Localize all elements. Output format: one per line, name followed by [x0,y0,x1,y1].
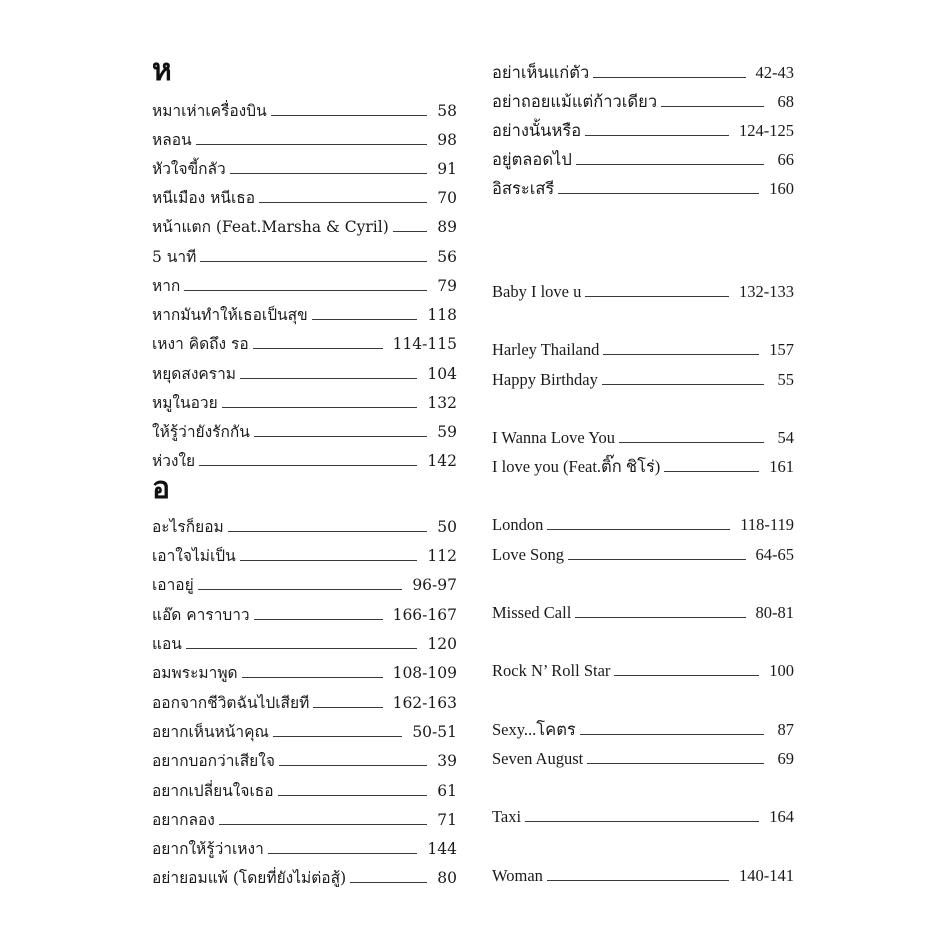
song-title: อย่าเห็นแก่ตัว [492,63,590,82]
song-title: Love Song [492,545,564,564]
song-title: Baby I love u [492,282,582,301]
page-number: 120 [427,635,457,653]
section-letter-ho-hip: ห [152,53,172,88]
index-entry[interactable] [152,242,457,266]
index-entry[interactable] [492,423,794,447]
page-number: 132 [427,394,457,412]
song-title: อยากให้รู้ว่าเหงา [152,840,264,858]
page-number: 50-51 [412,723,457,741]
leader-line [184,290,427,291]
page-number: 89 [437,218,457,236]
page-number: 64-65 [755,545,794,564]
leader-line [198,589,403,590]
leader-line [547,529,730,530]
page-number: 54 [777,428,794,447]
page-number: 124-125 [739,121,794,140]
song-title: ออกจากชีวิตฉันไปเสียที [152,694,310,712]
index-entry[interactable] [152,271,457,295]
leader-line [200,261,427,262]
page-number: 140-141 [739,866,794,885]
song-title: หลอน [152,131,192,149]
page-number: 160 [769,179,794,198]
leader-line [254,619,383,620]
leader-line [580,734,764,735]
page-number: 39 [437,752,457,770]
leader-line [271,115,427,116]
page-number: 69 [777,749,794,768]
leader-line [585,296,729,297]
song-title: เหงา คิดถึง รอ [152,335,249,353]
index-entry[interactable] [152,300,457,324]
index-entry[interactable] [152,417,457,441]
leader-line [253,348,383,349]
leader-line [568,559,746,560]
leader-line [664,471,759,472]
song-title: อย่าถอยแม้แต่ก้าวเดียว [492,92,658,111]
song-title: หยุดสงคราม [152,365,237,383]
page-number: 70 [437,189,457,207]
leader-line [619,442,764,443]
song-title: Sexy...โคตร [492,720,576,739]
song-title: Taxi [492,807,522,826]
leader-line [278,795,427,796]
page-number: 114-115 [392,335,457,353]
song-title: หมูในอวย [152,394,218,412]
song-title: แอน [152,635,182,653]
song-title: อยากลอง [152,811,215,829]
song-title: หมาเห่าเครื่องบิน [152,102,267,120]
page-number: 162-163 [392,694,457,712]
index-entry[interactable] [152,329,457,353]
leader-line [259,202,427,203]
leader-line [547,880,729,881]
leader-line [525,821,759,822]
leader-line [186,648,418,649]
page-number: 66 [777,150,794,169]
index-entry[interactable] [492,598,794,622]
index-entry[interactable] [492,174,794,198]
page-number: 59 [437,423,457,441]
leader-line [199,465,417,466]
index-entry[interactable] [152,388,457,412]
song-title: I love you (Feat.ติ๊ก ชิโร่) [492,457,661,476]
leader-line [240,378,417,379]
page-number: 80 [437,869,457,887]
index-entry[interactable] [152,688,457,712]
index-entry[interactable] [152,96,457,120]
page-number: 100 [769,661,794,680]
leader-line [558,193,759,194]
index-entry[interactable] [492,802,794,826]
song-title: หากมันทำให้เธอเป็นสุข [152,306,308,324]
leader-line [240,560,418,561]
index-entry[interactable] [152,629,457,653]
index-entry[interactable] [152,805,457,829]
song-title: อย่ายอมแพ้ (โดยที่ยังไม่ต่อสู้) [152,869,347,887]
leader-line [222,407,418,408]
song-title: อยู่ตลอดไป [492,150,572,169]
index-entry[interactable] [492,277,794,301]
index-entry[interactable] [492,540,794,564]
leader-line [312,319,418,320]
song-title: แอ๊ด คาราบาว [152,606,250,624]
index-entry[interactable] [152,541,457,565]
index-entry[interactable] [492,335,794,359]
song-title: อยากเปลี่ยนใจเธอ [152,782,274,800]
index-entry[interactable] [152,863,457,887]
song-title: หนีเมือง หนีเธอ [152,189,256,207]
index-entry[interactable] [152,776,457,800]
index-entry[interactable] [152,154,457,178]
song-title: อมพระมาพูด [152,664,238,682]
index-entry[interactable] [152,717,457,741]
page-number: 68 [777,92,794,111]
leader-line [279,765,427,766]
song-title: 5 นาที [152,248,197,266]
leader-line [230,173,427,174]
leader-line [587,763,764,764]
song-title: เอาใจไม่เป็น [152,547,236,565]
index-entry[interactable] [152,658,457,682]
page-number: 98 [437,131,457,149]
index-entry[interactable] [492,87,794,111]
leader-line [219,824,427,825]
page-number: 79 [437,277,457,295]
index-entry[interactable] [152,512,457,536]
page-number: 55 [777,370,794,389]
song-title: Harley Thailand [492,340,600,359]
leader-line [602,384,764,385]
leader-line [196,144,427,145]
song-title: อิสระเสรี [492,179,555,198]
index-entry[interactable] [152,183,457,207]
page-number: 56 [437,248,457,266]
page-number: 50 [437,518,457,536]
page-number: 157 [769,340,794,359]
song-title: Happy Birthday [492,370,598,389]
song-title: หน้าแตก (Feat.Marsha & Cyril) [152,218,389,236]
index-entry[interactable] [492,365,794,389]
page-number: 96-97 [412,576,457,594]
leader-line [393,231,427,232]
index-entry[interactable] [152,359,457,383]
index-entry[interactable] [492,116,794,140]
page-number: 161 [769,457,794,476]
leader-line [242,677,383,678]
page-number: 91 [437,160,457,178]
index-entry[interactable] [492,510,794,534]
page-number: 42-43 [755,63,794,82]
page-number: 71 [437,811,457,829]
leader-line [575,617,745,618]
page-number: 142 [427,452,457,470]
song-title: I Wanna Love You [492,428,616,447]
song-title: หัวใจขี้กลัว [152,160,226,178]
leader-line [585,135,729,136]
page-number: 112 [427,547,457,565]
song-title: Missed Call [492,603,572,622]
leader-line [273,736,402,737]
song-title: ให้รู้ว่ายังรักกัน [152,423,250,441]
index-entry[interactable] [152,446,457,470]
page-number: 132-133 [739,282,794,301]
song-title: London [492,515,544,534]
index-entry[interactable] [152,600,457,624]
leader-line [614,675,759,676]
song-title: อะไรก็ยอม [152,518,224,536]
song-title: ห่วงใย [152,452,196,470]
song-title: เอาอยู่ [152,576,194,594]
page-number: 104 [427,365,457,383]
index-entry[interactable] [492,656,794,680]
leader-line [593,77,745,78]
page-number: 58 [437,102,457,120]
song-title: หาก [152,277,181,295]
song-title: Woman [492,866,543,885]
index-entry[interactable] [152,746,457,770]
index-entry[interactable] [492,58,794,82]
song-title: Rock N’ Roll Star [492,661,611,680]
page-number: 61 [437,782,457,800]
leader-line [350,882,427,883]
song-title: อยากเห็นหน้าคุณ [152,723,269,741]
leader-line [254,436,427,437]
page-number: 144 [427,840,457,858]
index-entry[interactable] [492,145,794,169]
index-entry[interactable] [152,570,457,594]
song-title: อย่างนั้นหรือ [492,121,582,140]
page-number: 108-109 [392,664,457,682]
index-entry[interactable] [492,715,794,739]
index-entry[interactable] [152,212,457,236]
page-number: 87 [777,720,794,739]
song-title: Seven August [492,749,584,768]
page-number: 166-167 [392,606,457,624]
index-entry[interactable] [152,834,457,858]
leader-line [228,531,427,532]
song-title: อยากบอกว่าเสียใจ [152,752,275,770]
page-number: 118 [427,306,457,324]
index-entry[interactable] [492,452,794,476]
leader-line [268,853,418,854]
leader-line [661,106,764,107]
leader-line [603,354,759,355]
index-entry[interactable] [492,861,794,885]
leader-line [313,707,382,708]
page-number: 118-119 [740,515,794,534]
page-number: 80-81 [755,603,794,622]
leader-line [576,164,764,165]
index-entry[interactable] [152,125,457,149]
section-letter-o-ang: อ [152,471,171,506]
index-entry[interactable] [492,744,794,768]
page-number: 164 [769,807,794,826]
